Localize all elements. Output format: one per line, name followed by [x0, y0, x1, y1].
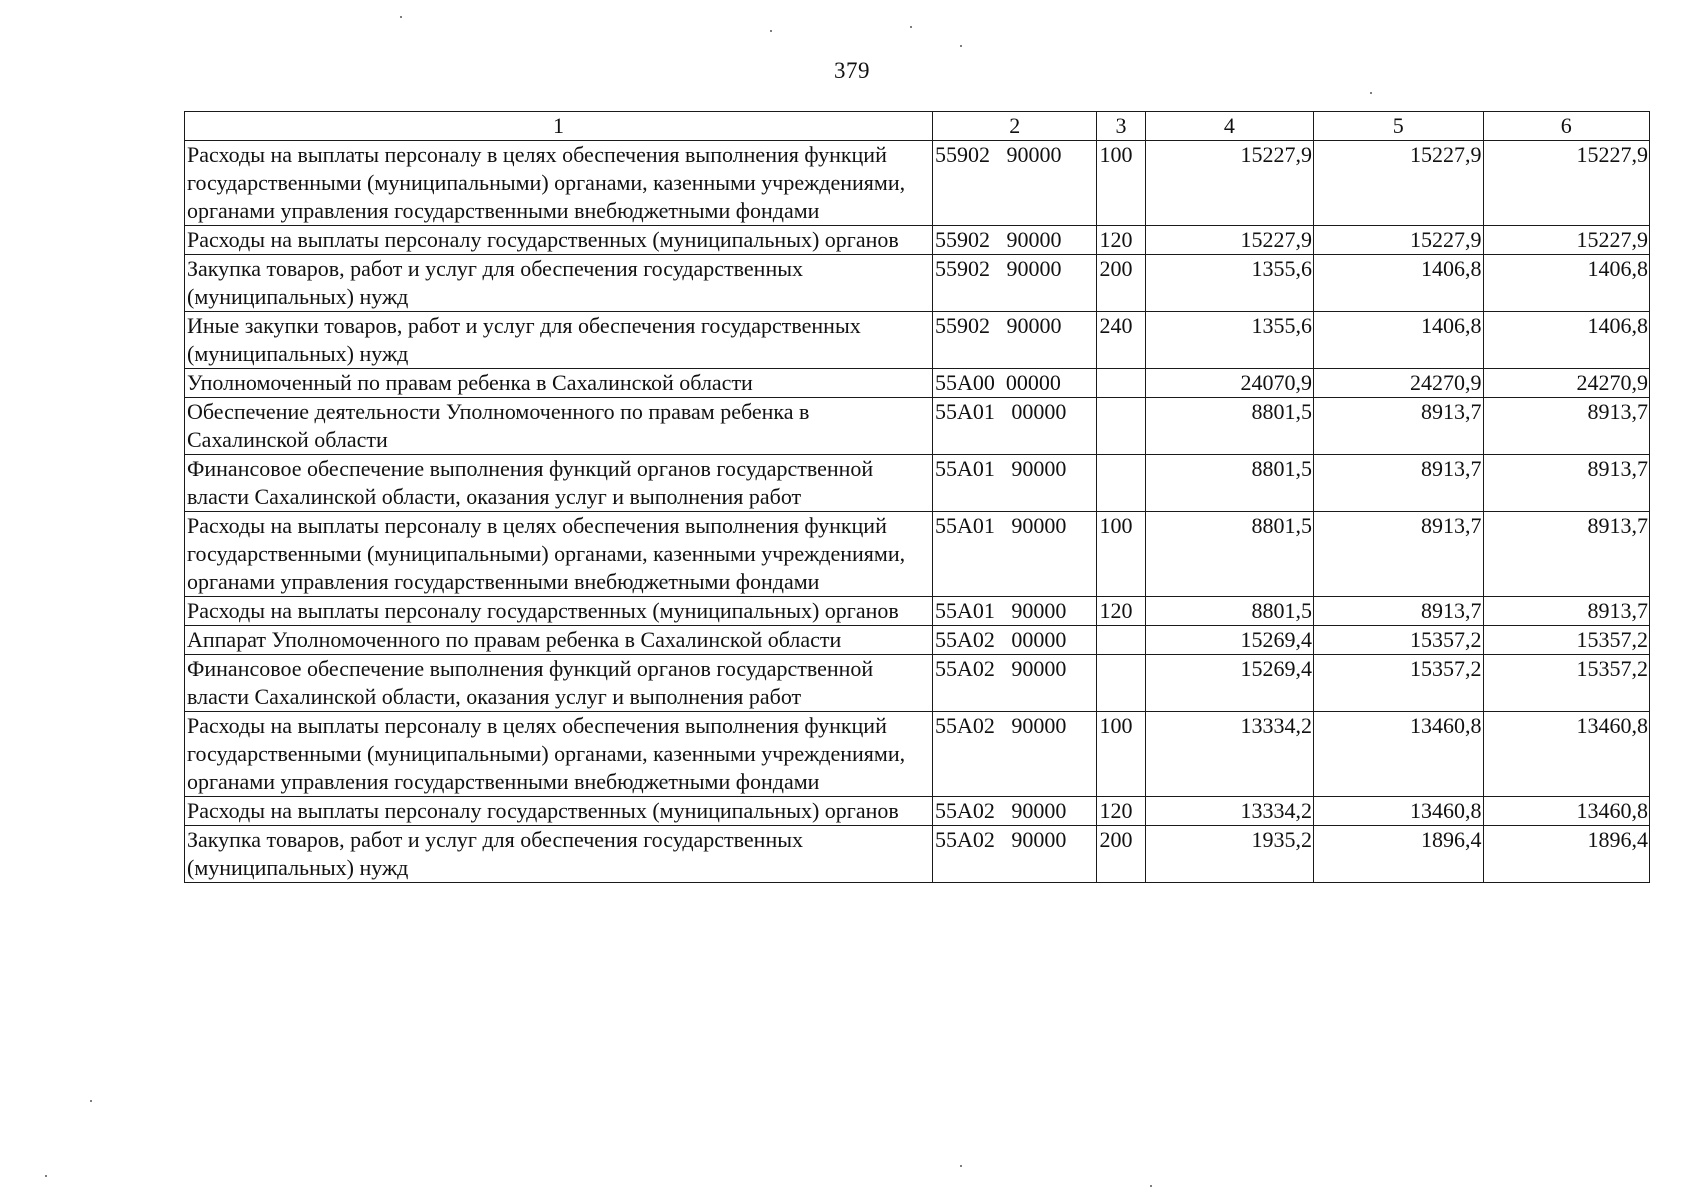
- table-row: [185, 826, 1650, 883]
- amount-col6-cell: 13460,8: [1483, 797, 1650, 826]
- expense-kind-cell: 100: [1097, 141, 1145, 226]
- amount-col6-cell: 13460,8: [1483, 712, 1650, 797]
- target-article-code-cell: 55А01 90000: [933, 455, 1097, 512]
- expense-kind-cell: [1097, 655, 1145, 712]
- amount-col6-cell: 1406,8: [1483, 312, 1650, 369]
- expense-kind-cell: [1097, 626, 1145, 655]
- amount-col5-cell: 1896,4: [1314, 826, 1483, 883]
- expense-kind-cell: 200: [1097, 255, 1145, 312]
- table-row: [185, 626, 1650, 655]
- row-name-cell: Расходы на выплаты персоналу государственных (муниципальных) органов: [185, 797, 933, 826]
- target-article-code-cell: 55А02 00000: [933, 626, 1097, 655]
- target-article-code-cell: 55902 90000: [933, 255, 1097, 312]
- amount-col4-cell: 24070,9: [1145, 369, 1313, 398]
- target-article-code-cell: 55902 90000: [933, 312, 1097, 369]
- column-header-2: 2: [933, 112, 1097, 141]
- page-number: 379: [834, 58, 870, 83]
- target-article-code-cell: 55А02 90000: [933, 797, 1097, 826]
- amount-col4-cell: 15269,4: [1145, 626, 1313, 655]
- amount-col6-cell: 15357,2: [1483, 655, 1650, 712]
- amount-col6-cell: 8913,7: [1483, 455, 1650, 512]
- amount-col5-cell: 13460,8: [1314, 712, 1483, 797]
- amount-col6-cell: 15357,2: [1483, 626, 1650, 655]
- target-article-code-cell: 55А01 90000: [933, 512, 1097, 597]
- target-article-code-cell: 55А02 90000: [933, 712, 1097, 797]
- row-name-cell: Расходы на выплаты персоналу в целях обеспечения выполнения функций государственными (муниципальными) органами, казенными учреждениями, органами управления государственными внебюджетными фондами: [185, 712, 933, 797]
- row-name-cell: Обеспечение деятельности Уполномоченного по правам ребенка в Сахалинской области: [185, 398, 933, 455]
- table-row: [185, 398, 1650, 455]
- amount-col6-cell: 1406,8: [1483, 255, 1650, 312]
- amount-col5-cell: 8913,7: [1314, 512, 1483, 597]
- amount-col4-cell: 13334,2: [1145, 797, 1313, 826]
- column-header-5: 5: [1314, 112, 1483, 141]
- column-header-3: 3: [1097, 112, 1145, 141]
- expense-kind-cell: 100: [1097, 512, 1145, 597]
- amount-col4-cell: 8801,5: [1145, 398, 1313, 455]
- table-row: [185, 455, 1650, 512]
- amount-col6-cell: 8913,7: [1483, 597, 1650, 626]
- table-row: [185, 312, 1650, 369]
- amount-col5-cell: 15357,2: [1314, 655, 1483, 712]
- amount-col4-cell: 1935,2: [1145, 826, 1313, 883]
- amount-col5-cell: 15227,9: [1314, 226, 1483, 255]
- amount-col6-cell: 15227,9: [1483, 226, 1650, 255]
- column-header-1: 1: [185, 112, 933, 141]
- amount-col5-cell: 8913,7: [1314, 398, 1483, 455]
- table-row: [185, 655, 1650, 712]
- expense-kind-cell: [1097, 398, 1145, 455]
- table-row: [185, 712, 1650, 797]
- scan-speck: [1370, 92, 1372, 94]
- target-article-code-cell: 55А02 90000: [933, 826, 1097, 883]
- amount-col5-cell: 8913,7: [1314, 455, 1483, 512]
- scan-speck: [90, 1100, 92, 1102]
- target-article-code-cell: 55902 90000: [933, 141, 1097, 226]
- row-name-cell: Расходы на выплаты персоналу в целях обеспечения выполнения функций государственными (муниципальными) органами, казенными учреждениями, органами управления государственными внебюджетными фондами: [185, 141, 933, 226]
- table-row: [185, 141, 1650, 226]
- amount-col4-cell: 1355,6: [1145, 312, 1313, 369]
- expense-kind-cell: [1097, 455, 1145, 512]
- amount-col5-cell: 8913,7: [1314, 597, 1483, 626]
- table-row: [185, 255, 1650, 312]
- target-article-code-cell: 55А00 00000: [933, 369, 1097, 398]
- expense-kind-cell: 100: [1097, 712, 1145, 797]
- amount-col4-cell: 15227,9: [1145, 141, 1313, 226]
- row-name-cell: Финансовое обеспечение выполнения функций органов государственной власти Сахалинской области, оказания услуг и выполнения работ: [185, 455, 933, 512]
- scan-speck: [960, 1165, 962, 1167]
- table-row: [185, 797, 1650, 826]
- amount-col4-cell: 1355,6: [1145, 255, 1313, 312]
- table-row: [185, 369, 1650, 398]
- column-header-6: 6: [1483, 112, 1650, 141]
- expense-kind-cell: 240: [1097, 312, 1145, 369]
- expense-kind-cell: [1097, 369, 1145, 398]
- budget-table: [184, 111, 1650, 883]
- scan-speck: [960, 45, 962, 47]
- target-article-code-cell: 55А01 90000: [933, 597, 1097, 626]
- row-name-cell: Закупка товаров, работ и услуг для обеспечения государственных (муниципальных) нужд: [185, 255, 933, 312]
- scan-speck: [770, 30, 772, 32]
- row-name-cell: Аппарат Уполномоченного по правам ребенка в Сахалинской области: [185, 626, 933, 655]
- scan-speck: [400, 16, 402, 18]
- amount-col5-cell: 1406,8: [1314, 255, 1483, 312]
- amount-col5-cell: 15357,2: [1314, 626, 1483, 655]
- row-name-cell: Иные закупки товаров, работ и услуг для обеспечения государственных (муниципальных) нужд: [185, 312, 933, 369]
- scan-speck: [45, 1175, 47, 1177]
- expense-kind-cell: 120: [1097, 597, 1145, 626]
- amount-col4-cell: 8801,5: [1145, 512, 1313, 597]
- amount-col4-cell: 8801,5: [1145, 597, 1313, 626]
- amount-col6-cell: 15227,9: [1483, 141, 1650, 226]
- column-header-4: 4: [1145, 112, 1313, 141]
- amount-col5-cell: 13460,8: [1314, 797, 1483, 826]
- amount-col6-cell: 1896,4: [1483, 826, 1650, 883]
- table-row: [185, 226, 1650, 255]
- target-article-code-cell: 55902 90000: [933, 226, 1097, 255]
- target-article-code-cell: 55А02 90000: [933, 655, 1097, 712]
- amount-col6-cell: 24270,9: [1483, 369, 1650, 398]
- row-name-cell: Уполномоченный по правам ребенка в Сахалинской области: [185, 369, 933, 398]
- expense-kind-cell: 120: [1097, 226, 1145, 255]
- amount-col4-cell: 15269,4: [1145, 655, 1313, 712]
- amount-col5-cell: 24270,9: [1314, 369, 1483, 398]
- scan-speck: [910, 26, 912, 28]
- row-name-cell: Закупка товаров, работ и услуг для обеспечения государственных (муниципальных) нужд: [185, 826, 933, 883]
- expense-kind-cell: 200: [1097, 826, 1145, 883]
- amount-col4-cell: 15227,9: [1145, 226, 1313, 255]
- table-row: [185, 512, 1650, 597]
- amount-col5-cell: 15227,9: [1314, 141, 1483, 226]
- amount-col4-cell: 13334,2: [1145, 712, 1313, 797]
- amount-col6-cell: 8913,7: [1483, 398, 1650, 455]
- table-body: [185, 141, 1650, 883]
- row-name-cell: Расходы на выплаты персоналу государственных (муниципальных) органов: [185, 226, 933, 255]
- row-name-cell: Финансовое обеспечение выполнения функций органов государственной власти Сахалинской области, оказания услуг и выполнения работ: [185, 655, 933, 712]
- header-row: [185, 112, 1650, 141]
- amount-col4-cell: 8801,5: [1145, 455, 1313, 512]
- amount-col5-cell: 1406,8: [1314, 312, 1483, 369]
- row-name-cell: Расходы на выплаты персоналу государственных (муниципальных) органов: [185, 597, 933, 626]
- target-article-code-cell: 55А01 00000: [933, 398, 1097, 455]
- table-row: [185, 597, 1650, 626]
- amount-col6-cell: 8913,7: [1483, 512, 1650, 597]
- expense-kind-cell: 120: [1097, 797, 1145, 826]
- row-name-cell: Расходы на выплаты персоналу в целях обеспечения выполнения функций государственными (муниципальными) органами, казенными учреждениями, органами управления государственными внебюджетными фондами: [185, 512, 933, 597]
- scan-speck: [1150, 1185, 1152, 1187]
